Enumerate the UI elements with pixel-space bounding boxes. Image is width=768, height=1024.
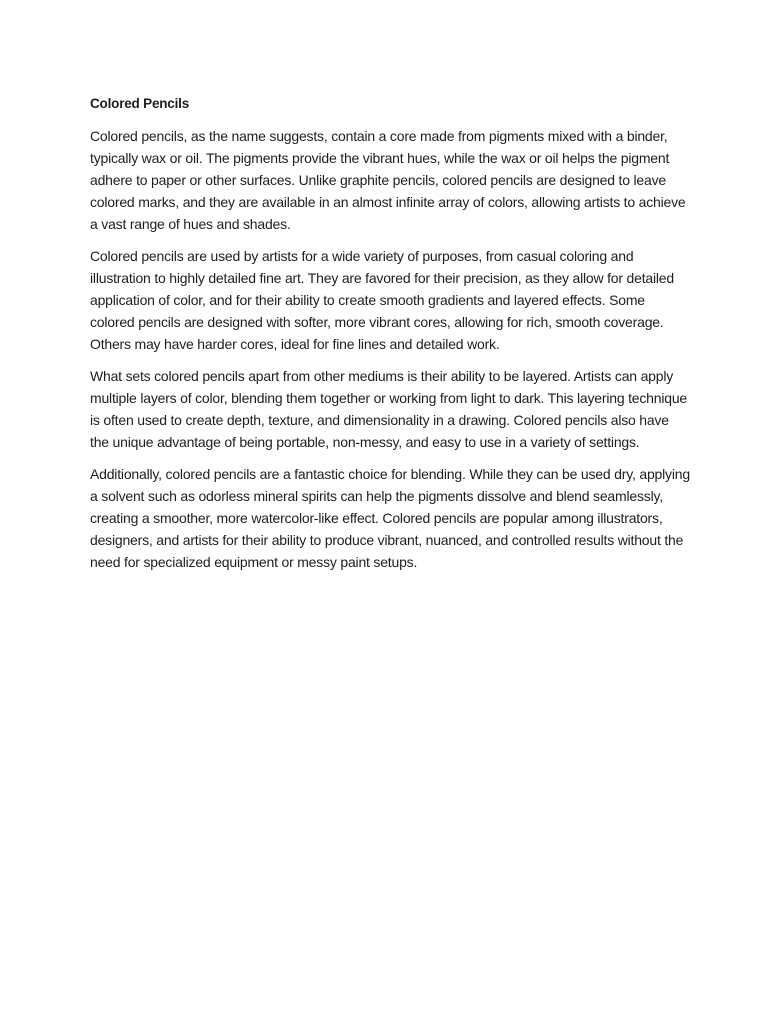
document-title: Colored Pencils	[90, 96, 190, 111]
paragraph-2: Colored pencils are used by artists for a wide variety of purposes, from casual coloring and illustration to highly detailed fine art. They are favored for their precision, as they allow for detailed application of color, and for their ability to create smooth gradients and layered effects. Some colored pencils are designed with softer, more vibrant cores, allowing for rich, smooth coverage. Others may have harder cores, ideal for fine lines and detailed work.	[90, 248, 674, 352]
paragraph-3: What sets colored pencils apart from other mediums is their ability to be layered. Artists can apply multiple layers of color, blending them together or working from light to dark. This layering technique is often used to create depth, texture, and dimensionality in a drawing. Colored pencils also have the unique advantage of being portable, non-messy, and easy to use in a variety of settings.	[90, 368, 688, 450]
paragraph-1: Colored pencils, as the name suggests, contain a core made from pigments mixed with a binder, typically wax or oil. The pigments provide the vibrant hues, while the wax or oil helps the pigment adhere to paper or other surfaces. Unlike graphite pencils, colored pencils are designed to leave colored marks, and they are available in an almost infinite array of colors, allowing artists to achieve a vast range of hues and shades.	[90, 128, 686, 232]
document-body	[90, 93, 690, 583]
paragraph-4: Additionally, colored pencils are a fantastic choice for blending. While they can be used dry, applying a solvent such as odorless mineral spirits can help the pigments dissolve and blend seamlessly, creating a smoother, more watercolor-like effect. Colored pencils are popular among illustrators, designers, and artists for their ability to produce vibrant, nuanced, and controlled results without the need for specialized equipment or messy paint setups.	[90, 466, 690, 570]
